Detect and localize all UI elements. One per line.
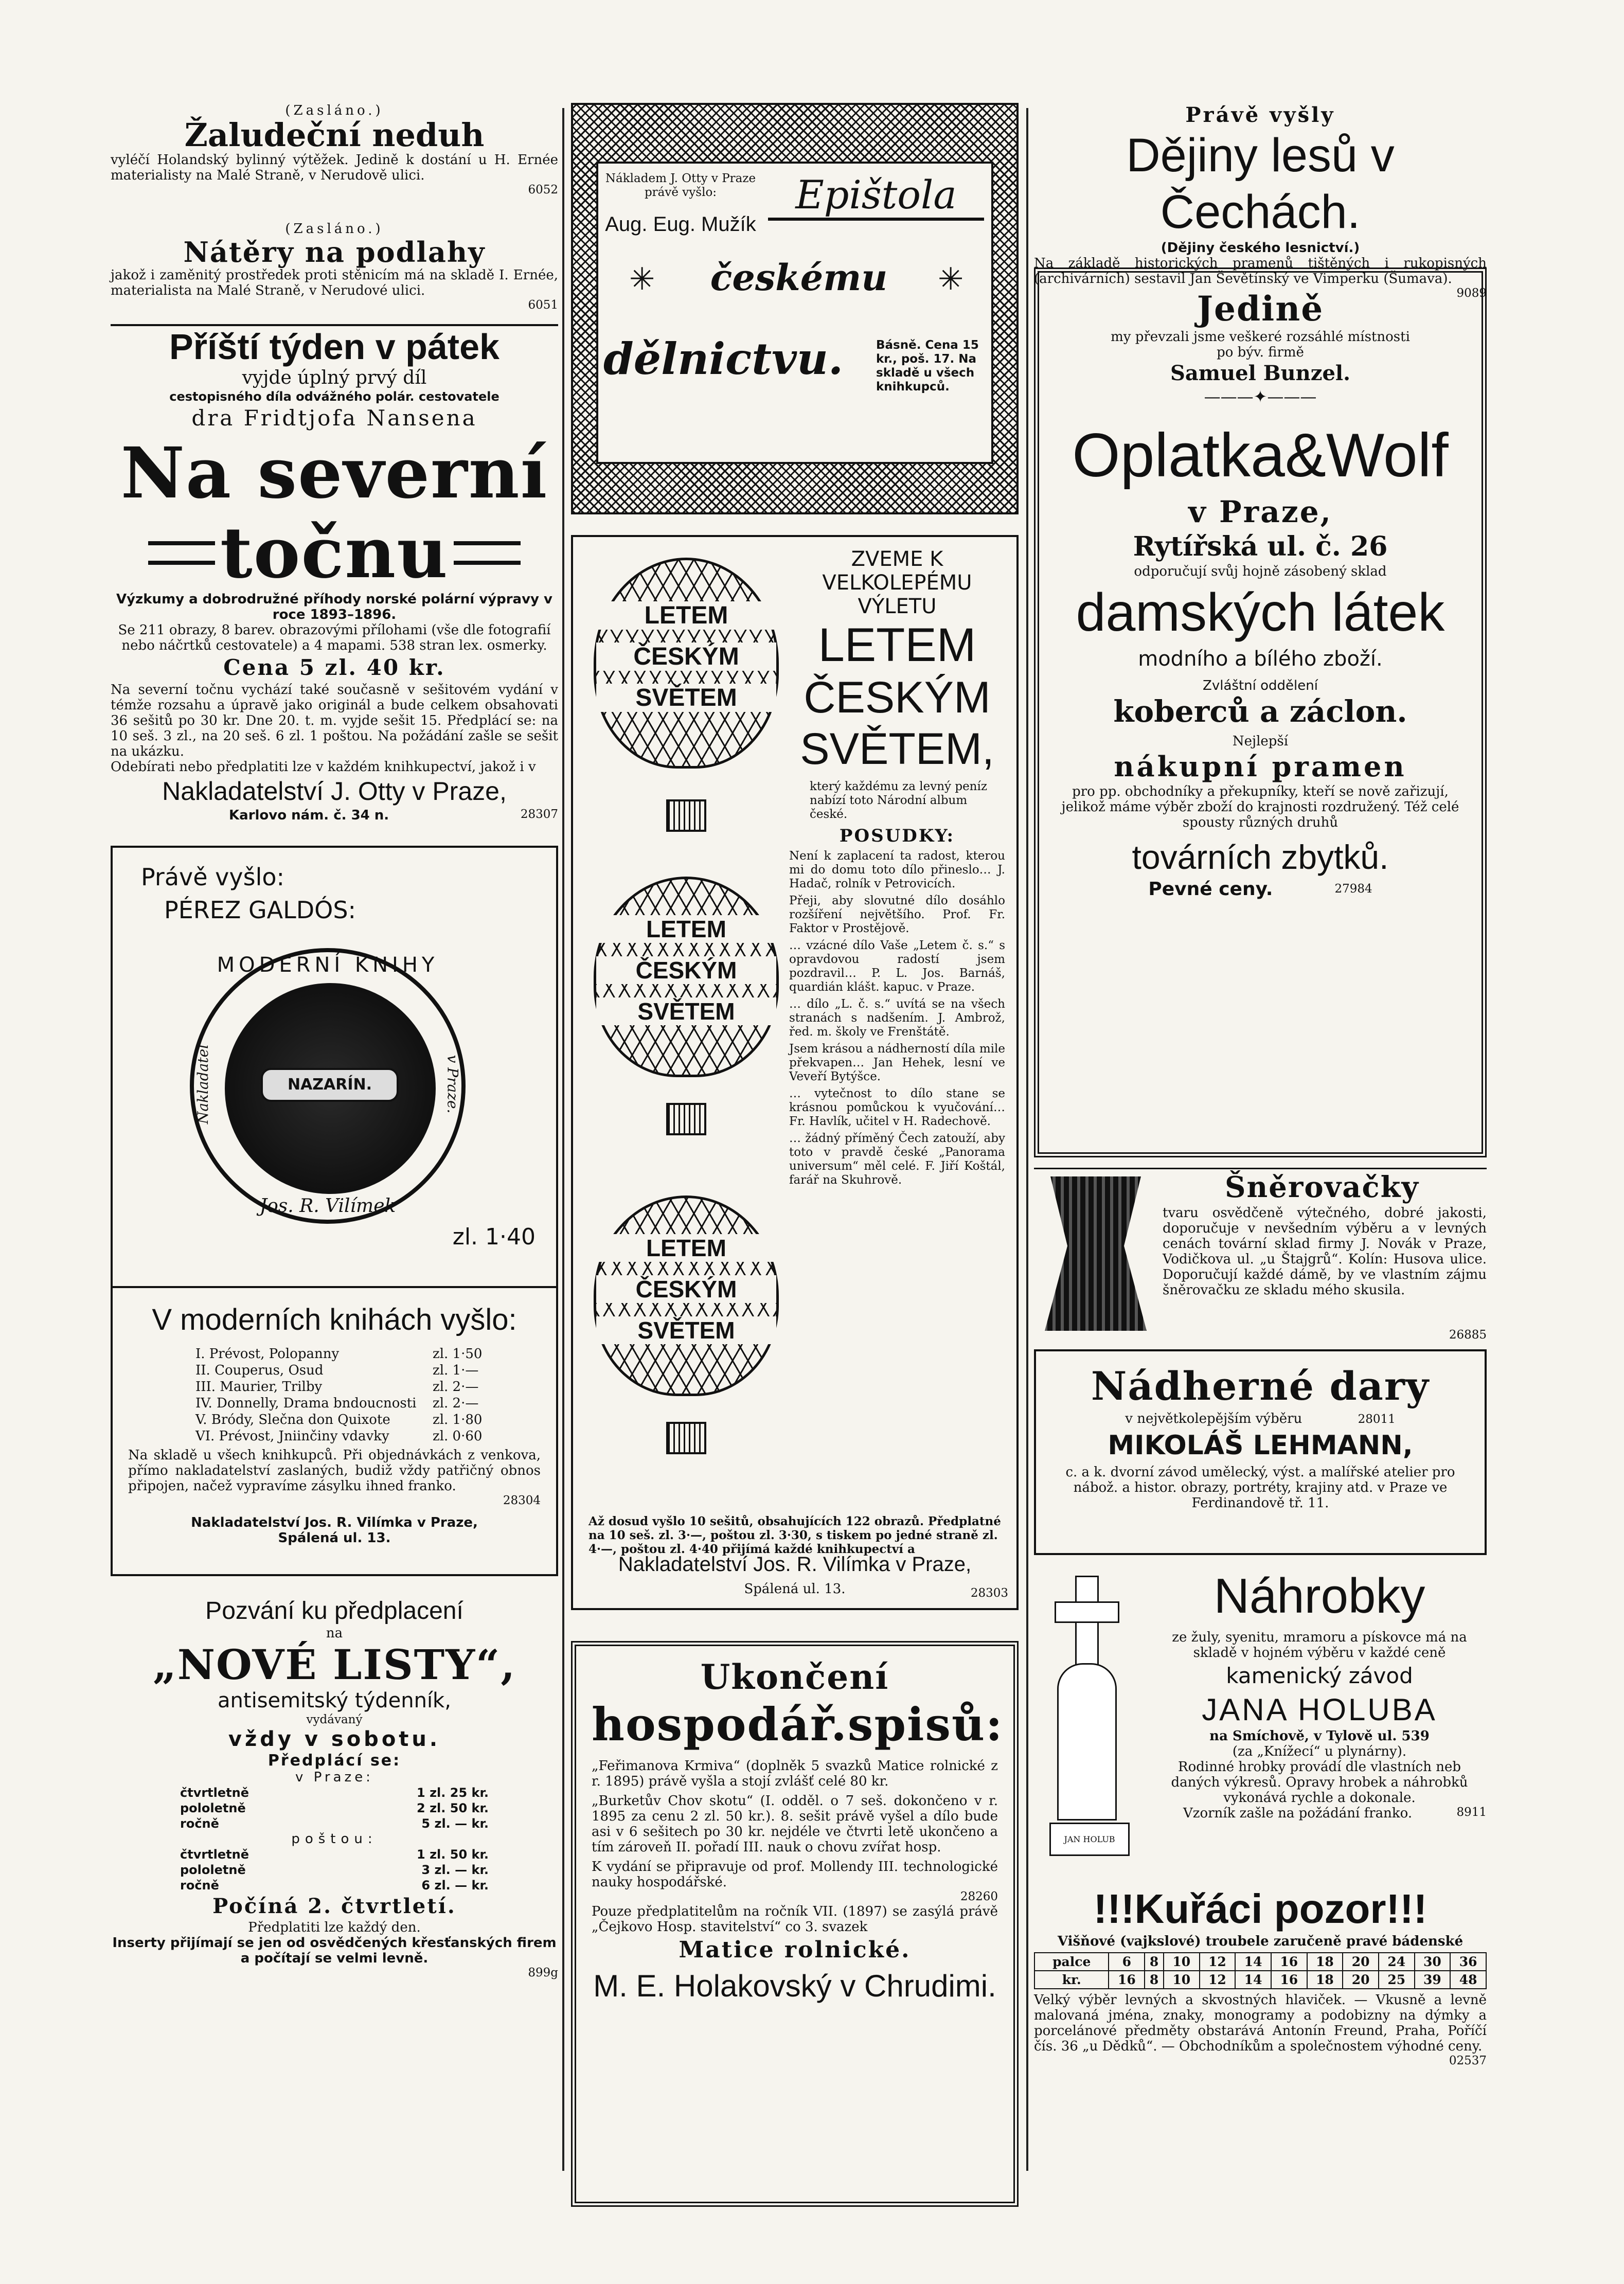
ornament-rule: ———✦——— bbox=[1204, 387, 1317, 406]
ad-headline: ČESKÝM bbox=[804, 673, 991, 722]
price-amount: 5 zl. — kr. bbox=[421, 1816, 489, 1831]
ad-line: vždy v sobotu. bbox=[228, 1727, 441, 1751]
book-title: III. Maurier, Trilby bbox=[195, 1379, 323, 1395]
ad-title: Dějiny lesů v Čechách. bbox=[1126, 129, 1395, 238]
ad-number: 27984 bbox=[1334, 882, 1372, 896]
ad-label: (Zasláno.) bbox=[285, 103, 384, 118]
pipe-price-table bbox=[1034, 1952, 1487, 1989]
ad-firm: Oplatka&Wolf bbox=[1072, 421, 1449, 490]
balloon-text: LETEM bbox=[596, 601, 776, 630]
ad-para: Pouze předplatitelům na ročník VII. (1897) se zasýlá právě „Čejkovo Hosp. stavitelství“ co 3. svazek bbox=[592, 1904, 998, 1935]
book-price: zl. 1·80 bbox=[433, 1412, 483, 1428]
book-title: V. Bródy, Slečna don Quixote bbox=[195, 1412, 390, 1428]
ad-title: Šněrovačky bbox=[1225, 1170, 1419, 1204]
ad-line: na Smíchově, v Tylově ul. 539 bbox=[1209, 1728, 1430, 1744]
price-period: čtvrtletně bbox=[180, 1786, 249, 1800]
ring-text-top: MODERNÍ KNIHY bbox=[217, 953, 439, 977]
ad-line: Matice rolnické. bbox=[679, 1937, 911, 1963]
ad-text: jakož i zaměnitý prostředek proti stěnicím má na skladě I. Ernée, materialista na Malé Straně, v Nerudové ulici. bbox=[111, 267, 558, 298]
ad-line: Pozvání ku předplacení bbox=[205, 1597, 463, 1625]
table-cell: kr. bbox=[1034, 1971, 1109, 1989]
ad-text: který každému za levný peníz nabízí toto Národní album české. bbox=[810, 780, 987, 821]
ad-publisher: Nakladatelství J. Otty v Praze, bbox=[162, 777, 507, 806]
ring-text-bottom: Jos. R. Vilímek bbox=[259, 1195, 396, 1217]
ad-number: 28303 bbox=[970, 1586, 1008, 1600]
table-row bbox=[175, 1878, 494, 1893]
balloon-text: SVĚTEM bbox=[596, 684, 776, 712]
ad-title: Žaludeční neduh bbox=[184, 116, 485, 154]
book-price: zl. 0·60 bbox=[433, 1429, 483, 1444]
ad-sub: antisemitský týdenník, bbox=[218, 1689, 451, 1712]
ad-line: poštou: bbox=[291, 1831, 378, 1847]
ad-desc: Odebírati nebo předplatiti lze v každém knihkupectví, jakož i v bbox=[111, 759, 536, 775]
ad-number: 9089 bbox=[1456, 287, 1487, 300]
book-title: II. Couperus, Osud bbox=[195, 1363, 324, 1378]
price-table-praha bbox=[175, 1785, 494, 1831]
ad-desc: Na severní točnu vychází také současně v sešitovém vydání v témže rozsahu a úpravě jako originál a bude celkem obsahovati 36 sešitů po 30 kr. Dne 20. t. m. vyjde sešit 15. Předplácí se: na 10 seš. 3 zl., na 20 seš. 6 zl. 1 poštou. Na požádání zašle se sešit na ukázku. bbox=[111, 682, 558, 759]
ad-text: Na základě historických pramenů tištěných i rukopisných (archivárních) sestavil Jan Ševětínský ve Vimperku (Šumava). bbox=[1034, 256, 1487, 287]
ad-nove-listy bbox=[111, 1597, 558, 1998]
ad-headline: LETEM bbox=[818, 619, 976, 671]
ad-desc: Se 211 obrazy, 8 barev. obrazovými přílohami (vše dle fotografií nebo náčrtků cestovatele) a 4 mapami. 538 stran lex. osmerky. bbox=[118, 622, 551, 653]
corset-illustration bbox=[1039, 1176, 1152, 1331]
ad-number: 28307 bbox=[520, 808, 558, 821]
ad-title: Náhrobky bbox=[1213, 1568, 1425, 1623]
ad-title: „NOVÉ LISTY“, bbox=[152, 1640, 516, 1689]
table-cell: 25 bbox=[1379, 1971, 1415, 1989]
ad-number: 28304 bbox=[503, 1494, 541, 1507]
table-cell: 16 bbox=[1271, 1953, 1307, 1971]
balloon-text: ČESKÝM bbox=[596, 643, 776, 671]
ad-line: v Praze: bbox=[295, 1770, 373, 1785]
list-item bbox=[195, 1362, 483, 1379]
ad-nansen bbox=[111, 324, 558, 841]
price-amount: 3 zl. — kr. bbox=[421, 1863, 489, 1877]
ad-line: kamenický závod bbox=[1226, 1663, 1413, 1688]
book-price: zl. 2·— bbox=[433, 1396, 479, 1411]
price-period: ročně bbox=[180, 1816, 219, 1831]
ad-title: V moderních knihách vyšlo: bbox=[152, 1303, 517, 1336]
ad-text: Velký výběr levných a skvostných hlaviček. — Vkusně a levně malovaná jména, znaky, monogramy a podobizny na dýmky a porcelánové předměty obstarává Antonín Freund, Praha, Poříčí čís. 36 „u Dědků“. — Obchodníkům a společnostem výhodné ceny. bbox=[1034, 1992, 1487, 2054]
book-price: zl. 1·— bbox=[433, 1363, 479, 1378]
ad-line: Pevné ceny. bbox=[1148, 879, 1273, 900]
table-row bbox=[175, 1816, 494, 1831]
ad-line: v Praze, bbox=[1188, 494, 1332, 529]
table-cell: 20 bbox=[1343, 1971, 1379, 1989]
price-amount: 1 zl. 25 kr. bbox=[417, 1786, 489, 1800]
ad-galdos bbox=[111, 846, 558, 1288]
price-amount: 6 zl. — kr. bbox=[421, 1878, 489, 1893]
ad-number: 26885 bbox=[1449, 1328, 1487, 1342]
balloon-1 bbox=[594, 558, 779, 832]
ad-invite: ZVEME K VELKOLEPÉMU VÝLETU bbox=[822, 547, 972, 618]
ad-line: na bbox=[326, 1626, 343, 1641]
book-title: NAZARÍN. bbox=[261, 1068, 399, 1102]
table-cell: 10 bbox=[1164, 1953, 1200, 1971]
list-item bbox=[195, 1346, 483, 1362]
ad-title: Příští týden v pátek bbox=[169, 327, 499, 367]
rule-ornament bbox=[148, 541, 215, 565]
table-row bbox=[175, 1800, 494, 1816]
ad-line: Počíná 2. čtvrtletí. bbox=[212, 1894, 456, 1918]
ad-para: K vydání se připravuje od prof. Mollendy III. technologické nauky hospodářské. bbox=[592, 1859, 998, 1890]
ad-text: Na skladě u všech knihkupců. Při objednávkách z venkova, přímo nakladatelství zaslaných, budiž vždy patřičný obnos připojen, načež vypravíme zásylku ihned franko. bbox=[128, 1448, 541, 1494]
list-item bbox=[195, 1379, 483, 1395]
book-title: I. Prévost, Polopanny bbox=[195, 1346, 340, 1362]
ad-publisher: Nakladatelství Jos. R. Vilímka v Praze, Spálená ul. 13. bbox=[191, 1515, 478, 1546]
ad-publisher: Nákladem J. Otty v Praze právě vyšlo: bbox=[605, 172, 756, 199]
table-cell: 10 bbox=[1164, 1971, 1200, 1989]
ad-hospodar bbox=[571, 1641, 1019, 2207]
ad-line: Předplácí se: bbox=[267, 1752, 401, 1770]
ad-line: vyjde úplný prvý díl bbox=[242, 367, 427, 388]
ad-address: Karlovo nám. č. 34 n. bbox=[229, 808, 389, 823]
ad-para: „Feřimanova Krmiva“ (doplněk 5 svazků Matice rolnické z r. 1895) právě vyšla a stojí zvlášť celé 80 kr. bbox=[592, 1758, 998, 1789]
book-price: zl. 1·50 bbox=[433, 1346, 483, 1362]
ad-line: vydávaný bbox=[306, 1713, 363, 1726]
table-cell: 36 bbox=[1450, 1953, 1486, 1971]
review-item: … dílo „L. č. s.“ uvítá se na všech stranách s nadšením. J. Ambrož, řed. m. školy ve Frenštátě. bbox=[789, 997, 1005, 1039]
ad-author: PÉREZ GALDÓS: bbox=[164, 896, 356, 924]
ad-line: Předplatiti lze každý den. bbox=[248, 1920, 421, 1935]
ad-nahrobky bbox=[1034, 1565, 1487, 1874]
ad-line: modního a bílého zboží. bbox=[1138, 647, 1383, 671]
table-row bbox=[175, 1785, 494, 1800]
gravestone-illustration bbox=[1044, 1576, 1132, 1864]
ad-sub: (Dějiny českého lesnictví.) bbox=[1161, 240, 1360, 256]
ad-para: „Burketův Chov skotu“ (I. odděl. o 7 seš. dokončeno v r. 1895 za cenu 2 zl. 50 kr.). 8. sešit právě vyšel a dílo bude asi v 6 sešitech po 30 kr. nejdéle ve čtvrti letě ukončeno a tím zároveň II. pořadí III. nauk o chovu zvířat hosp. bbox=[592, 1793, 998, 1855]
ad-name: JANA HOLUBA bbox=[1202, 1692, 1437, 1727]
stone-inscription: JAN HOLUB bbox=[1049, 1823, 1130, 1856]
table-cell: 8 bbox=[1145, 1971, 1164, 1989]
table-cell: 16 bbox=[1271, 1971, 1307, 1989]
ad-lehmann bbox=[1034, 1349, 1487, 1555]
emblem-ring bbox=[190, 948, 466, 1224]
balloon-text: LETEM bbox=[596, 1234, 776, 1262]
balloon-text: ČESKÝM bbox=[596, 956, 776, 984]
ad-number: 28011 bbox=[1358, 1413, 1396, 1426]
book-price: zl. 2·— bbox=[433, 1379, 479, 1395]
ad-line: Zvláštní oddělení bbox=[1203, 678, 1318, 693]
ad-headline: točnu bbox=[220, 512, 449, 594]
ad-number: 8911 bbox=[1456, 1806, 1487, 1819]
ad-address: Rytířská ul. č. 26 bbox=[1133, 531, 1388, 562]
table-cell: 24 bbox=[1379, 1953, 1415, 1971]
balloon-3 bbox=[594, 1195, 779, 1454]
table-cell: 39 bbox=[1415, 1971, 1451, 1989]
ring-text-right: v Praze. bbox=[444, 1055, 461, 1114]
ad-number: 899g bbox=[528, 1966, 558, 1979]
rule-ornament bbox=[454, 541, 521, 565]
price-amount: 2 zl. 50 kr. bbox=[417, 1801, 489, 1815]
table-row bbox=[175, 1847, 494, 1862]
price-period: čtvrtletně bbox=[180, 1847, 249, 1862]
price-table-posta bbox=[175, 1847, 494, 1893]
ad-headline: Na severní bbox=[120, 432, 548, 514]
ad-publisher: Nakladatelství Jos. R. Vilímka v Praze, bbox=[618, 1553, 972, 1576]
ad-title: dělnictvu. bbox=[603, 333, 844, 384]
ad-title: Ukončení bbox=[700, 1657, 889, 1697]
ad-author: Aug. Eug. Mužík bbox=[605, 213, 756, 236]
ad-snerovacky bbox=[1034, 1168, 1487, 1344]
price-amount: 1 zl. 50 kr. bbox=[417, 1847, 489, 1862]
ad-line: odporučují svůj hojně zásobený sklad bbox=[1134, 564, 1387, 579]
ad-author: dra Fridtjofa Nansena bbox=[191, 405, 477, 431]
table-row bbox=[175, 1862, 494, 1878]
balloon-2 bbox=[594, 877, 779, 1135]
table-cell: 18 bbox=[1307, 1971, 1343, 1989]
review-list bbox=[789, 849, 1005, 1187]
ad-right-text bbox=[789, 547, 1005, 1187]
ad-price: zl. 1·40 bbox=[452, 1224, 536, 1250]
table-row bbox=[1034, 1971, 1486, 1989]
ad-line: koberců a záclon. bbox=[1113, 694, 1407, 729]
table-cell: 8 bbox=[1145, 1953, 1164, 1971]
ad-address: Spálená ul. 13. bbox=[744, 1581, 846, 1597]
price-period: pololetně bbox=[180, 1801, 246, 1815]
ad-title: Nádherné dary bbox=[1091, 1363, 1430, 1409]
ad-reviews-title: POSUDKY: bbox=[839, 826, 955, 846]
ad-line: Vzorník zašle na požádání franko. bbox=[1183, 1806, 1413, 1821]
ad-oplatka-wolf bbox=[1034, 267, 1487, 1157]
ad-right-text bbox=[1152, 1630, 1487, 1821]
balloon-text: SVĚTEM bbox=[596, 997, 776, 1025]
review-item: Jsem krásou a nádherností díla mile překvapen… Jan Hehek, lesní ve Veveří Bytýšce. bbox=[789, 1042, 1005, 1083]
table-cell: 12 bbox=[1200, 1953, 1236, 1971]
review-item: … vzácné dílo Vaše „Letem č. s.“ s opravdovou radostí jsem pozdravil… P. L. Jos. Barnáš, quardián klášt. kapuc. v Praze. bbox=[789, 939, 1005, 994]
ad-number: 28260 bbox=[960, 1890, 998, 1903]
ad-number: 6052 bbox=[528, 183, 558, 197]
book-title: IV. Donnelly, Drama bndoucnosti bbox=[195, 1396, 417, 1411]
review-item: … vytečnost to dílo stane se krásnou pomůckou k vyučování… Fr. Havlík, učitel v H. Radechově. bbox=[789, 1087, 1005, 1128]
book-title: VI. Prévost, Jniinčiny vdavky bbox=[195, 1429, 389, 1444]
ornament-icon: ✳ bbox=[938, 261, 964, 297]
ad-headline: továrních zbytků. bbox=[1132, 838, 1389, 876]
price-period: pololetně bbox=[180, 1863, 246, 1877]
ad-text: c. a k. dvorní závod umělecký, výst. a malířské atelier pro nábož. a histor. obrazy, portréty, krajiny atd. v Praze ve Ferdinandově tř. 11. bbox=[1065, 1465, 1455, 1511]
ad-label: (Zasláno.) bbox=[285, 221, 384, 237]
ad-kuraci bbox=[1034, 1884, 1487, 2100]
ad-text: Až dosud vyšlo 10 sešitů, obsahujících 122 obrazů. Předplatné na 10 seš. zl. 3·—, poštou zl. 3·30, s tiskem po jedné straně zl. 4·—, poštou zl. 4·40 přijímá každé knihkupectví a bbox=[588, 1514, 1001, 1556]
ad-title: Nátěry na podlahy bbox=[183, 236, 486, 269]
list-item bbox=[195, 1428, 483, 1444]
table-cell: 20 bbox=[1343, 1953, 1379, 1971]
ad-line: Samuel Bunzel. bbox=[1170, 361, 1351, 385]
column-middle bbox=[571, 103, 1019, 2207]
ad-line: Právě vyšlo: bbox=[141, 863, 285, 891]
review-item: Není k zaplacení ta radost, kterou mi do domu toto dílo přineslo… J. Hadač, rolník v Petrovicích. bbox=[789, 849, 1005, 890]
ad-line: ze žuly, syenitu, mramoru a pískovce má na skladě v hojném výběru v každé ceně bbox=[1172, 1630, 1467, 1661]
ad-headline: SVĚTEM, bbox=[800, 724, 994, 774]
ad-headline: Jedině bbox=[1197, 289, 1324, 329]
ad-line bbox=[1046, 1411, 1474, 1426]
ad-text: vyléčí Holandský bylinný výtěžek. Jedině k dostání u H. Ernée materialisty na Malé Straně, v Nerudově ulici. bbox=[111, 152, 558, 183]
ad-number: 6051 bbox=[528, 298, 558, 312]
table-cell: 14 bbox=[1235, 1953, 1271, 1971]
ad-dejiny-lesu bbox=[1034, 103, 1487, 300]
review-item: … žádný příměný Čech zatouží, aby toto v pravdě české „Panorama universum“ měl celé. F. Jiří Koštál, farář na Skuhrově. bbox=[789, 1132, 1005, 1187]
ad-text: Rodinné hrobky provádí dle vlastních neb daných výkresů. Opravy hrobek a náhrobků vykonává rychle a dokonale. bbox=[1171, 1759, 1468, 1806]
ad-sub: Výzkumy a dobrodružné příhody norské polární výpravy v roce 1893–1896. bbox=[116, 592, 552, 622]
ad-zaludecni bbox=[111, 103, 558, 221]
ad-line: nákupní pramen bbox=[1114, 750, 1407, 783]
table-cell: 12 bbox=[1200, 1971, 1236, 1989]
ad-info: Básně. Cena 15 kr., poš. 17. Na skladě u všech knihkupců. bbox=[876, 338, 979, 394]
balloon-text: SVĚTEM bbox=[596, 1316, 776, 1344]
ad-line: (za „Knížecí“ u plynárny). bbox=[1232, 1744, 1407, 1759]
balloon-text: LETEM bbox=[596, 915, 776, 943]
ad-line: Višňové (vajkslové) troubele zaručeně pravé bádenské bbox=[1057, 1934, 1464, 1949]
book-list bbox=[195, 1346, 483, 1444]
ad-line: Inserty přijímají se jen od osvědčených křesťanských firem a počítají se velmi levně. bbox=[112, 1935, 557, 1966]
ad-epistola bbox=[571, 103, 1019, 514]
ad-moderni-knihy bbox=[111, 1288, 558, 1576]
ad-headline-row bbox=[111, 514, 558, 592]
table-cell: palce bbox=[1034, 1953, 1109, 1971]
ad-line: cestopisného díla odvážného polár. cestovatele bbox=[169, 389, 499, 404]
list-item bbox=[195, 1412, 483, 1428]
ad-publisher: M. E. Holakovský v Chrudimi. bbox=[593, 1969, 996, 2003]
table-cell: 6 bbox=[1109, 1953, 1145, 1971]
table-cell: 48 bbox=[1450, 1971, 1486, 1989]
table-cell: 30 bbox=[1415, 1953, 1451, 1971]
table-row bbox=[1034, 1953, 1486, 1971]
ad-title: Epištola bbox=[768, 172, 984, 221]
ring-text-left: Nakladatel bbox=[194, 1044, 212, 1125]
ad-number: 02537 bbox=[1449, 2054, 1487, 2067]
ad-label: Právě vyšly bbox=[1185, 103, 1335, 127]
ad-text: tvaru osvědčeně výtečného, dobré jakosti, doporučuje v nevšedním výběru a v levných cenách tovární sklad firmy J. Novák v Praze, Vodičkova ul. „u Štajgrů“. Kolín: Husova ulice. Doporučují každé dámě, by ve vlastním zájmu šněrovačku ze skladu mého skusila. bbox=[1163, 1205, 1487, 1298]
ad-headline: damských látek bbox=[1076, 583, 1445, 643]
ad-price: Cena 5 zl. 40 kr. bbox=[223, 655, 445, 680]
balloon-text: ČESKÝM bbox=[596, 1275, 776, 1303]
ad-letem bbox=[571, 535, 1019, 1610]
column-left bbox=[111, 103, 558, 1998]
ad-title: hospodář.spisů: bbox=[592, 1698, 1004, 1751]
ornament-icon: ✳ bbox=[629, 261, 655, 297]
list-item bbox=[195, 1395, 483, 1412]
ad-line: Nejlepší bbox=[1232, 734, 1289, 749]
price-period: ročně bbox=[180, 1878, 219, 1893]
table-cell: 14 bbox=[1235, 1971, 1271, 1989]
ad-natery bbox=[111, 221, 558, 324]
ad-title: českému bbox=[710, 256, 888, 299]
table-cell: 16 bbox=[1109, 1971, 1145, 1989]
ad-text: pro pp. obchodníky a překupníky, kteří se nově zařizují, jelikož máme výběr zboží do krajnosti rozdružený. Též celé spousty různých druhů bbox=[1061, 784, 1459, 830]
ad-line-text: v největkolepějším výběru bbox=[1125, 1411, 1302, 1426]
table-cell: 18 bbox=[1307, 1953, 1343, 1971]
ad-line: my převzali jsme veškeré rozsáhlé místnosti po býv. firmě bbox=[1111, 329, 1410, 360]
ad-name: MIKOLÁŠ LEHMANN, bbox=[1108, 1430, 1413, 1461]
column-right bbox=[1034, 103, 1487, 2100]
review-item: Přeji, aby slovutné dílo dosáhlo rozšíření největšího. Prof. Fr. Faktor v Prostějově. bbox=[789, 894, 1005, 935]
ad-title: !!!Kuřáci pozor!!! bbox=[1093, 1886, 1427, 1932]
